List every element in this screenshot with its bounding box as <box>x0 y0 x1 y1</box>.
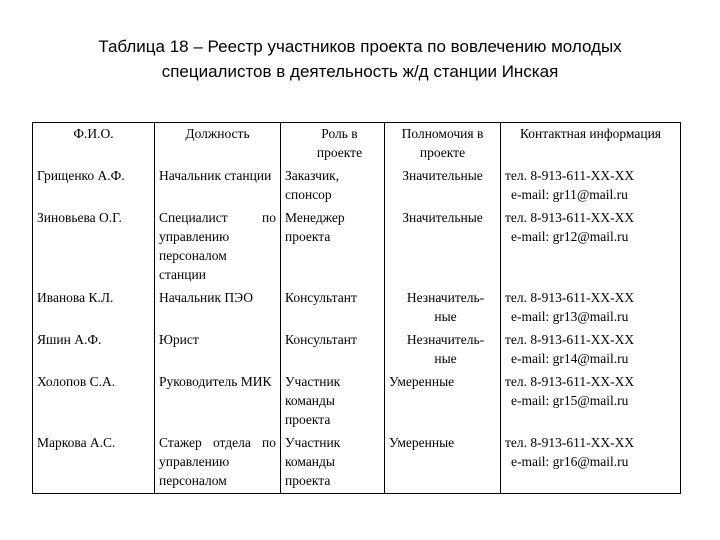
cell-name: Грищенко А.Ф. <box>33 165 155 207</box>
cell-position: Стажер отдела по управлению персоналом <box>155 432 281 494</box>
header-name: Ф.И.О. <box>33 123 155 166</box>
cell-authority: Значительные <box>385 165 501 207</box>
table-header-row <box>33 123 681 166</box>
cell-name: Холопов С.А. <box>33 371 155 432</box>
cell-authority: Умеренные <box>385 371 501 432</box>
caption-line-2: специалистов в деятельность ж/д станции Инская <box>161 62 559 81</box>
header-position: Должность <box>155 123 281 166</box>
cell-role: Менеджер проекта <box>281 207 385 287</box>
cell-name: Яшин А.Ф. <box>33 329 155 371</box>
table-row <box>33 165 681 207</box>
contact-email: e-mail: gr16@mail.ru <box>511 454 629 469</box>
cell-position: Руководитель МИК <box>155 371 281 432</box>
cell-name: Иванова К.Л. <box>33 287 155 329</box>
table-row <box>33 207 681 287</box>
contact-phone: тел. 8-913-611-XX-XX <box>505 374 635 389</box>
contact-phone: тел. 8-913-611-XX-XX <box>505 168 635 183</box>
cell-role: Участник команды проекта <box>281 432 385 494</box>
cell-contact <box>501 432 681 494</box>
cell-role: Консультант <box>281 287 385 329</box>
header-contact: Контактная информация <box>501 123 681 166</box>
cell-position: Специалист по управлению персоналом станции <box>155 207 281 287</box>
cell-authority: Незначитель-ные <box>385 287 501 329</box>
cell-position: Начальник ПЭО <box>155 287 281 329</box>
cell-position: Начальник станции <box>155 165 281 207</box>
cell-position: Юрист <box>155 329 281 371</box>
cell-role: Участник команды проекта <box>281 371 385 432</box>
table-row <box>33 287 681 329</box>
cell-contact <box>501 371 681 432</box>
header-role: Роль в проекте <box>281 123 385 166</box>
caption-line-1: Таблица 18 – Реестр участников проекта по вовлечению молодых <box>98 37 622 56</box>
contact-email: e-mail: gr12@mail.ru <box>511 229 629 244</box>
contact-phone: тел. 8-913-611-XX-XX <box>505 210 635 225</box>
contact-email: e-mail: gr15@mail.ru <box>511 393 629 408</box>
cell-contact <box>501 287 681 329</box>
cell-authority: Умеренные <box>385 432 501 494</box>
contact-phone: тел. 8-913-611-XX-XX <box>505 435 635 450</box>
contact-phone: тел. 8-913-611-XX-XX <box>505 332 635 347</box>
header-authority: Полномочия в проекте <box>385 123 501 166</box>
cell-name: Зиновьева О.Г. <box>33 207 155 287</box>
cell-role: Заказчик, спонсор <box>281 165 385 207</box>
cell-authority: Незначитель-ные <box>385 329 501 371</box>
contact-phone: тел. 8-913-611-XX-XX <box>505 290 635 305</box>
table-caption <box>40 34 680 84</box>
cell-contact <box>501 165 681 207</box>
participants-table <box>32 122 681 494</box>
contact-email: e-mail: gr13@mail.ru <box>511 309 629 324</box>
cell-authority: Значительные <box>385 207 501 287</box>
contact-email: e-mail: gr11@mail.ru <box>511 187 628 202</box>
cell-contact <box>501 329 681 371</box>
table-row <box>33 371 681 432</box>
cell-name: Маркова А.С. <box>33 432 155 494</box>
cell-role: Консультант <box>281 329 385 371</box>
table-row <box>33 432 681 494</box>
cell-contact <box>501 207 681 287</box>
table-row <box>33 329 681 371</box>
contact-email: e-mail: gr14@mail.ru <box>511 351 629 366</box>
